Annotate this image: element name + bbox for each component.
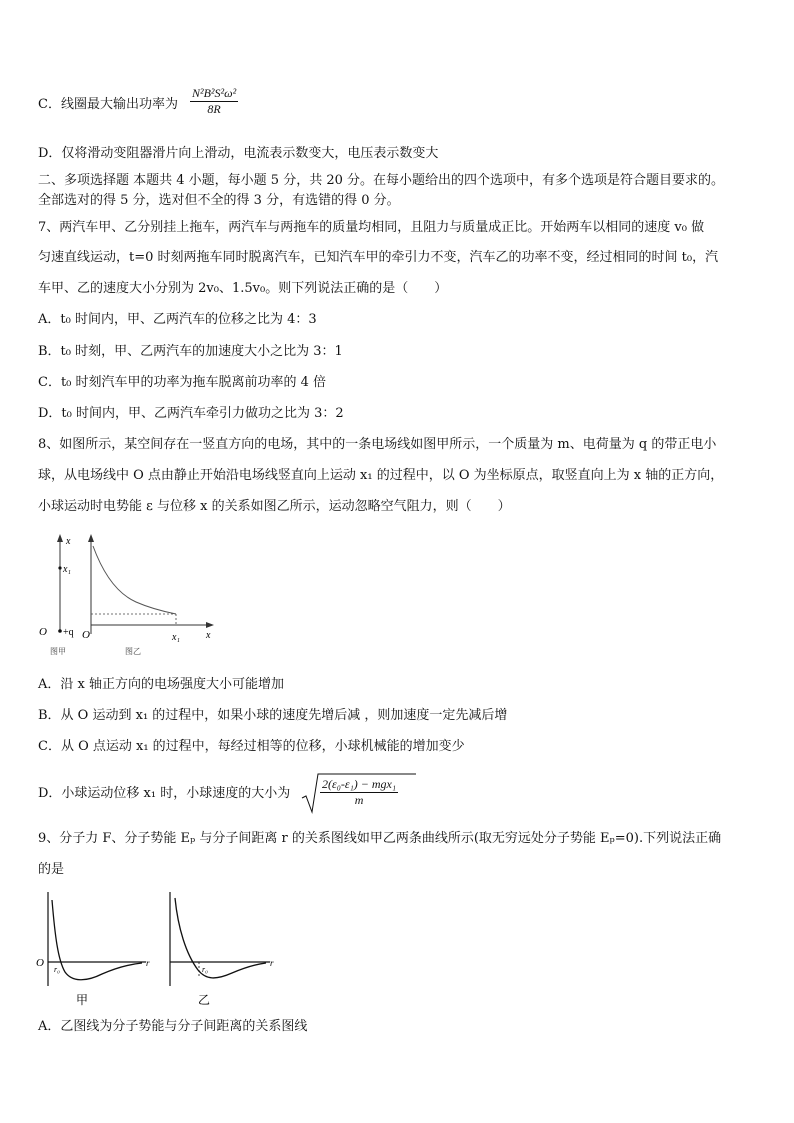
q8-figure: [36, 530, 216, 660]
q6-option-c-text: C．线圈最大输出功率为: [38, 97, 178, 112]
q6-option-c-formula: [190, 86, 238, 117]
jia-origin-label: O: [39, 626, 47, 638]
q9-figure: [36, 888, 276, 1008]
q7-option-c: C．t₀ 时刻汽车甲的功率为拖车脱离前功率的 4 倍: [38, 375, 327, 390]
fig-jia-caption: 图甲: [50, 647, 66, 656]
jia-origin-label: O: [36, 957, 44, 969]
q8-option-c: C．从 O 点运动 x₁ 的过程中，每经过相等的位移，小球机械能的增加变少: [38, 739, 465, 754]
q8-option-a: A．沿 x 轴正方向的电场强度大小可能增加: [38, 677, 284, 692]
jia-x-label: x: [66, 536, 71, 547]
fig-yi-caption: 图乙: [125, 647, 141, 656]
q7-option-a: A．t₀ 时间内，甲、乙两汽车的位移之比为 4：3: [38, 312, 317, 327]
q6-option-c: [38, 96, 178, 114]
jia-charge-label: +q: [63, 627, 74, 638]
q8-option-d-formula: [320, 777, 398, 808]
q6-option-d: D．仅将滑动变阻器滑片向上滑动，电流表示数变大，电压表示数变大: [38, 146, 439, 161]
x1-point: [58, 566, 61, 569]
formula-denominator: 8R: [207, 102, 221, 116]
charge-point: [58, 629, 62, 633]
q7-stem-2: 匀速直线运动，t=0 时刻两拖车同时脱离汽车，已知汽车甲的牵引力不变，汽车乙的功率不变，经过相同的时间 t₀，汽: [38, 250, 719, 265]
q8-option-d-text: D．小球运动位移 x₁ 时，小球速度的大小为: [38, 786, 291, 801]
q7-stem-1: 7、两汽车甲、乙分别挂上拖车，两汽车与两拖车的质量均相同，且阻力与质量成正比。开始两车以相同的速度 v₀ 做: [38, 220, 705, 235]
formula-denominator: m: [354, 793, 364, 807]
section2-heading: 二、多项选择题 本题共 4 小题，每小题 5 分，共 20 分。在每小题给出的四个选项中，有多个选项是符合题目要求的。: [38, 173, 725, 188]
jia-r-label: r: [146, 958, 150, 968]
yi-vertical-arrow: [88, 534, 94, 542]
jia-curve: [52, 900, 142, 980]
section2-scoring: 全部选对的得 5 分，选对但不全的得 3 分，有选错的得 0 分。: [38, 193, 400, 208]
yi-x1-label: x₁: [172, 632, 180, 643]
yi-origin-label: O: [82, 629, 90, 641]
yi-caption: 乙: [198, 993, 211, 1007]
yi-curve: [175, 898, 266, 978]
q7-option-d: D．t₀ 时间内，甲、乙两汽车牵引力做功之比为 3：2: [38, 406, 344, 421]
yi-r-label: r: [270, 958, 274, 968]
yi-r0-label: r₀: [202, 965, 208, 974]
q7-option-b: B．t₀ 时刻，甲、乙两汽车的加速度大小之比为 3：1: [38, 344, 343, 359]
formula-numerator: N²B²S²ω²: [192, 86, 237, 100]
jia-r0-label: r₀: [54, 965, 60, 974]
q8-stem-2: 球，从电场线中 O 点由静止开始沿电场线竖直向上运动 x₁ 的过程中，以 O 为坐标原点，取竖直向上为 x 轴的正方向，: [38, 468, 724, 483]
q8-option-b: B．从 O 运动到 x₁ 的过程中，如果小球的速度先增后减 ，则加速度一定先减后增: [38, 708, 508, 723]
q9-stem-1: 9、分子力 F、分子势能 Eₚ 与分子间距离 r 的关系图线如甲乙两条曲线所示(取无穷远处分子势能 Eₚ=0).下列说法正确: [38, 831, 722, 846]
yi-x-arrow: [206, 622, 214, 628]
jia-caption: 甲: [76, 993, 89, 1007]
field-line-arrow: [57, 534, 63, 542]
q8-stem-3: 小球运动时电势能 ε 与位移 x 的关系如图乙所示，运动忽略空气阻力，则（ ）: [38, 499, 511, 514]
energy-curve: [93, 546, 176, 614]
q7-stem-3: 车甲、乙的速度大小分别为 2v₀、1.5v₀。则下列说法正确的是（ ）: [38, 281, 448, 296]
jia-x1-label: x₁: [63, 564, 71, 575]
q9-stem-2: 的是: [38, 862, 65, 877]
q8-option-d: [38, 785, 290, 803]
yi-x-label: x: [206, 630, 211, 641]
q9-option-a: A．乙图线为分子势能与分子间距离的关系图线: [38, 1019, 308, 1034]
q8-stem-1: 8、如图所示，某空间存在一竖直方向的电场，其中的一条电场线如图甲所示，一个质量为 m、电荷量为 q 的带正电小: [38, 437, 717, 452]
formula-numerator: 2(ε₀-ε₁) − mgx₁: [322, 777, 397, 791]
